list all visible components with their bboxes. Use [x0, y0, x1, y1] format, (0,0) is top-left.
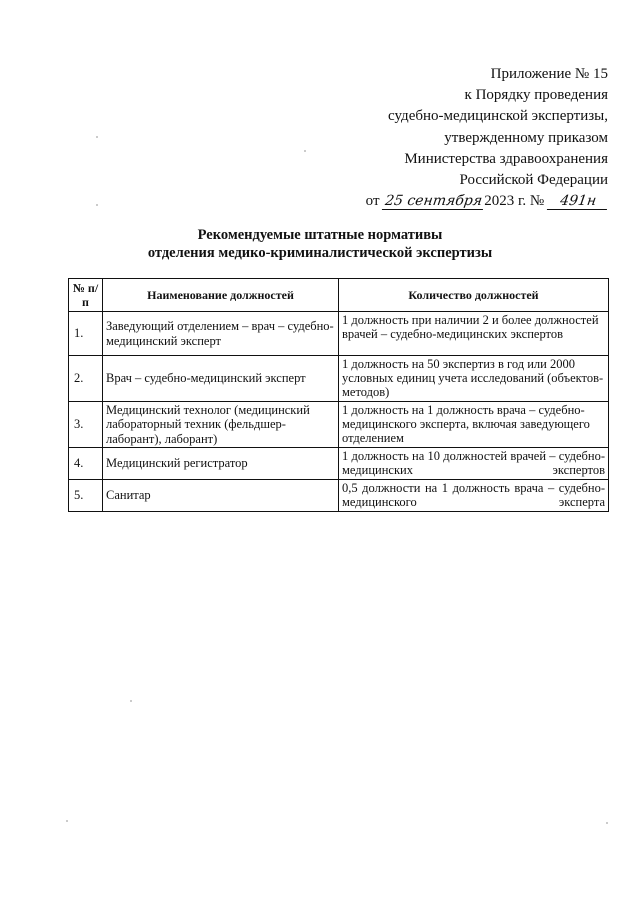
title-line-1: Рекомендуемые штатные нормативы [197, 227, 443, 243]
document-title [0, 226, 640, 262]
row-position: Медицинский технолог (медицинский лабораторный техник (фельдшер-лаборант), лаборант) [103, 402, 339, 448]
row-quantity: 1 должность на 50 экспертиз в год или 2000 условных единиц учета исследований (объектов-методов) [339, 356, 609, 402]
scan-speck [96, 204, 98, 206]
date-suffix: 2023 г. № [484, 193, 545, 210]
row-position: Заведующий отделением – врач – судебно-медицинский эксперт [103, 312, 339, 356]
header-quantity: Количество должностей [339, 279, 609, 312]
scan-speck [606, 822, 608, 824]
row-quantity: 1 должность при наличии 2 и более должностей врачей – судебно-медицинских экспертов [339, 312, 609, 356]
scan-speck [66, 820, 68, 822]
appendix-line-expertise: судебно-медицинской экспертизы, [388, 108, 608, 125]
staffing-table [68, 278, 609, 512]
appendix-line-federation: Российской Федерации [459, 172, 608, 189]
row-num: 5. [69, 480, 103, 512]
row-num: 2. [69, 356, 103, 402]
scan-speck [304, 150, 306, 152]
appendix-line-ministry: Министерства здравоохранения [404, 150, 608, 167]
row-quantity: 0,5 должности на 1 должность врача – судебно-медицинского эксперта [339, 480, 609, 512]
table-header-row [69, 279, 609, 312]
title-line-2: отделения медико-криминалистической экспертизы [147, 245, 493, 261]
appendix-header [366, 64, 608, 212]
row-position: Санитар [103, 480, 339, 512]
appendix-line-procedure: к Порядку проведения [464, 87, 608, 104]
appendix-line-approved: утвержденному приказом [444, 129, 608, 146]
handwritten-date: 25 сентября [382, 194, 485, 210]
table-row [69, 312, 609, 356]
row-quantity: 1 должность на 1 должность врача – судебно-медицинского эксперта, включая заведующего отделением [339, 402, 609, 448]
table-row [69, 480, 609, 512]
scan-speck [130, 700, 132, 702]
order-date-line [366, 191, 608, 212]
table-row [69, 448, 609, 480]
table-row [69, 402, 609, 448]
row-num: 3. [69, 402, 103, 448]
date-prefix: от [365, 193, 380, 210]
table-row [69, 356, 609, 402]
header-num: № п/п [69, 279, 103, 312]
row-quantity: 1 должность на 10 должностей врачей – судебно-медицинских экспертов [339, 448, 609, 480]
row-num: 4. [69, 448, 103, 480]
handwritten-order-number: 491н [547, 194, 609, 210]
row-position: Медицинский регистратор [103, 448, 339, 480]
scan-speck [96, 136, 98, 138]
appendix-number: Приложение № 15 [490, 66, 608, 82]
row-num: 1. [69, 312, 103, 356]
row-position: Врач – судебно-медицинский эксперт [103, 356, 339, 402]
header-position: Наименование должностей [103, 279, 339, 312]
